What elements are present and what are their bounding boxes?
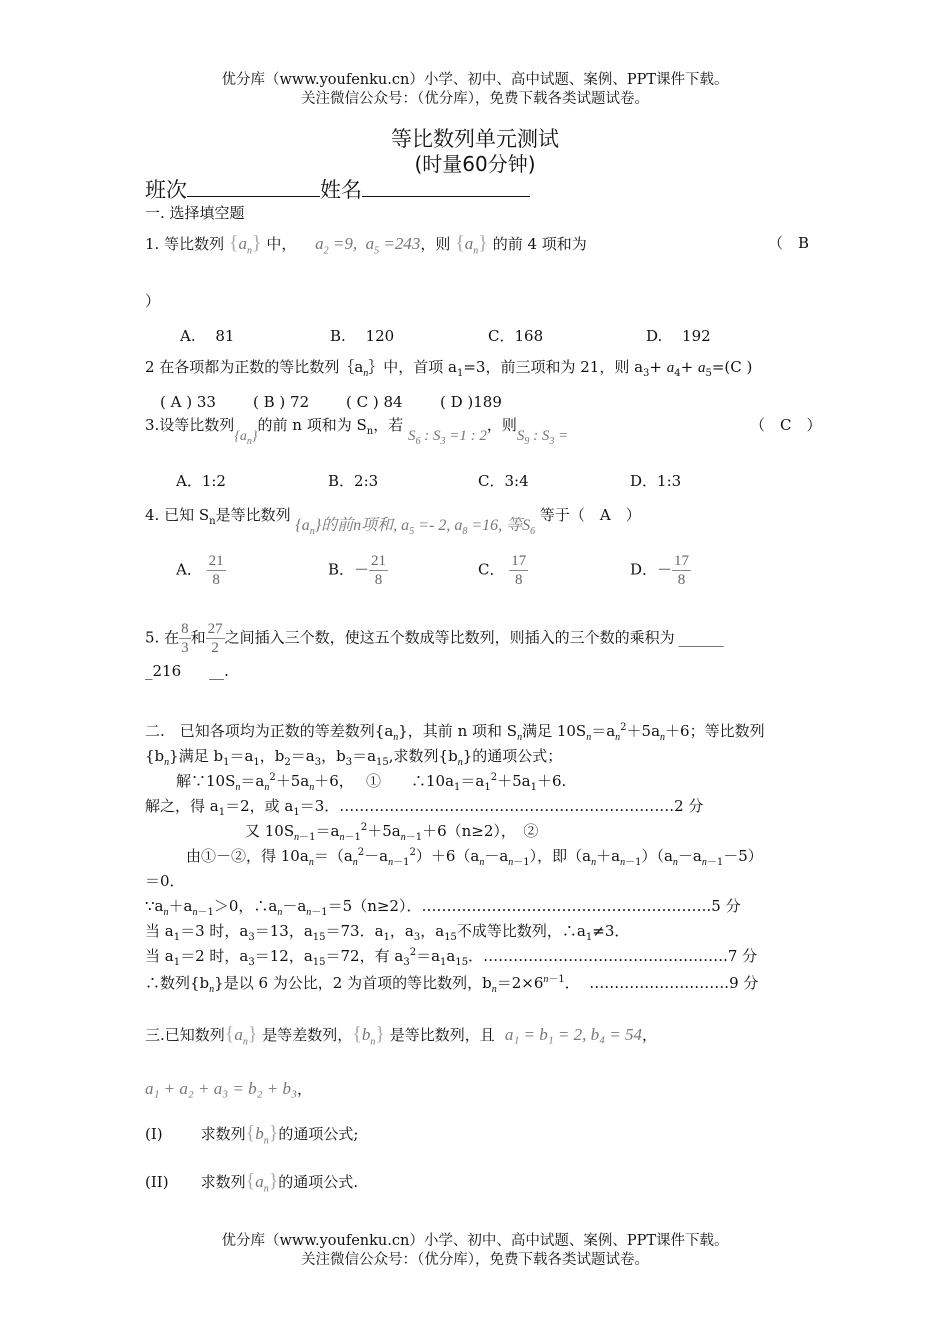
s2-l8: ∵a (145, 897, 164, 915)
q1-option-a[interactable]: A. 81 (180, 327, 235, 345)
q3-option-b[interactable]: B．2:3 (328, 472, 379, 490)
s2-l9g: 不成等比数列，∴a (456, 922, 586, 940)
section-1-heading: 一. 选择填空题 (145, 204, 245, 222)
q5-frac-27-2: $\frac{27}{2}$ (207, 621, 223, 656)
s2-l5c: ＋5a (367, 822, 401, 840)
q4-option-a[interactable] (176, 552, 226, 589)
s2-score-9: 9 分 (729, 974, 759, 992)
section-2-line-1: 二. 已知各项均为正数的等差数列$\{a_n\}$，其前 n 项和 $S_n$满足 $10S_n=a_n^2+5a_n+6$；等比数列 (145, 722, 765, 743)
s3-seq-bn: $\{b_n\}$ (352, 1023, 386, 1048)
q1-conditions: $a_2 =9$, $a_5 =243$ (315, 234, 421, 257)
q2-option-d[interactable]: ( D )189 (440, 393, 502, 411)
s3-mid1: 是等差数列， (262, 1026, 353, 1044)
section-2-line-6: 由①－②，得 $10a_n=(a_n^2-a_{n-1}^2)+6(a_n-a_{n-1})$，即$(a_n+a_{n-1})(a_n-a_{n-1}-5)$ (186, 847, 763, 868)
q4-option-b[interactable] (328, 552, 388, 589)
section-3-part-2 (145, 1170, 358, 1194)
student-info-row (145, 174, 530, 204)
s2-l6d: ）＋6（a (415, 847, 480, 865)
s2-l4-dots: …………………………………………………………. (339, 797, 675, 815)
s3-p1-label: (I) (145, 1125, 163, 1143)
q2-answer: =(C ) (711, 358, 753, 376)
s3-prefix: 三.已知数列 (145, 1026, 225, 1044)
q3-ratio-ask: $S_9$ : $S_3$ = (516, 428, 569, 447)
s2-l6: 由①－②，得 10a (186, 847, 309, 865)
q4-option-c-label: C． (478, 560, 505, 579)
q3-mid2: ，若 (373, 416, 404, 434)
s2-l5b: ＝a (315, 822, 340, 840)
s2-l10g: ． (468, 947, 484, 965)
q4-option-a-label: A． (176, 560, 202, 579)
s3-p2-seq-an: $\{a_n\}$ (245, 1170, 279, 1195)
s2-l11c: ＝2×6 (496, 974, 544, 992)
q4-option-b-label: B．－ (328, 560, 370, 579)
q5-blank: ______ (678, 628, 724, 647)
q5-answer: 216 (152, 662, 182, 680)
q1-answer-close: ） (145, 292, 161, 310)
s2-l1b: }，其前 n 项和 S (398, 722, 518, 740)
q1-suffix: 的前 4 项和为 (492, 235, 587, 253)
s2-l8b: ＋a (168, 897, 193, 915)
s2-l8d: －a (282, 897, 307, 915)
q4-formula: $\{a_n\}$的前n项和, $a_5 =- 2$, $a_8 =16$, 等$S_6$ (295, 517, 536, 538)
s2-l9h: ≠3． (592, 922, 630, 940)
footer-line-2: 关注微信公众号：（优分库），免费下载各类试题试卷。 (301, 1252, 649, 1268)
s2-l8e: ＝5（n≥2）． (327, 897, 422, 915)
s2-l1d: ＝a (591, 722, 616, 740)
s2-l9c: ＝13，a (254, 922, 313, 940)
s2-l6b: ＝（a (313, 847, 353, 865)
s2-l6i: －a (677, 847, 702, 865)
s2-l2f: ，b (321, 747, 346, 765)
s2-l9: 当 a (145, 922, 174, 940)
q3-option-c[interactable]: C．3:4 (478, 472, 529, 490)
q1-option-b[interactable]: B. 120 (330, 327, 395, 345)
s2-l6f: ），即（a (529, 847, 592, 865)
section-2-line-5: 又 $10S_{n-1}=a_{n-1}^2+5a_{n-1}+6(n\ge 2)$， ② (245, 822, 539, 843)
s3-p1a: 求数列 (200, 1125, 246, 1143)
s2-score-7: 7 分 (727, 947, 758, 965)
s2-l5: 又 10S (245, 822, 295, 840)
section-2-line-7: ＝0． (145, 872, 185, 890)
page-title: 等比数列单元测试 (391, 127, 559, 151)
s2-l3d: ＋6， ① ∴10a (314, 772, 455, 790)
s3-eq1: a₁ = b₁ = 2, b₄ = 54 (504, 1025, 642, 1044)
s2-l2d: ，b (259, 747, 285, 765)
section-2-line-9: 当 $a_1=3$ 时，$a_3=13$，$a_{15}=73$．$a_1$，$a_3$，$a_{15}$不成等比数列，$\therefore a_1\ne 3$． (145, 922, 630, 943)
q4-option-d[interactable] (630, 552, 691, 589)
q4-prefix2: 是等比数列 (215, 506, 291, 524)
section-2-line-2: $\{b_n\}$满足 $b_1=a_1$，$b_2=a_3$，$b_3=a_{15}$,求数列$\{b_n\}$的通项公式； (145, 747, 563, 768)
s2-l2g: ＝a (352, 747, 377, 765)
q3-ratio-given: $S_6$ : $S_3 =1$ : 2 (408, 428, 487, 447)
q3-mid3: ，则 (486, 416, 517, 434)
s2-l11: ∴数列{b (145, 974, 210, 992)
s2-l5d: ＋6（n≥2）， ② (422, 822, 539, 840)
s2-score-5: 5 分 (711, 897, 741, 915)
s2-l2: {b (145, 747, 165, 765)
s2-l2c: ＝a (229, 747, 254, 765)
s2-l10e: ＝a (416, 947, 441, 965)
q1-answer: （ B (768, 234, 810, 252)
s2-l10-dots: …………………………………………. (483, 947, 728, 965)
q3-option-d[interactable]: D．1:3 (630, 472, 682, 490)
class-label: 班次 (145, 178, 187, 202)
question-2: 2 在各项都为正数的等比数列$\{a_n\}$中，首项 $a_1=3$，前三项和为 21，则 $a_3+ a_4+ a_5=(C$ ) (145, 358, 753, 379)
s2-score-2: 2 分 (674, 797, 704, 815)
s2-l10f: a (446, 947, 456, 965)
q3-prefix: 3.设等比数列 (145, 416, 235, 434)
s2-l3f: ＋5a (497, 772, 531, 790)
s2-l11b: }是以 6 为公比，2 为首项的等比数列，b (214, 974, 492, 992)
q5-answer-line: _216 __. (145, 662, 229, 680)
s2-l11-dots: ………………………. (589, 974, 730, 992)
q2-text-c: =3，前三项和为 21，则 a (463, 358, 644, 376)
s2-l3e: ＝a (460, 772, 485, 790)
s2-l4c: ＝3． (299, 797, 340, 815)
s2-l8c: ＞0，∴a (213, 897, 278, 915)
s3-p2-label: (II) (145, 1173, 169, 1191)
q3-mid: 的前 n 项和为 S (257, 416, 367, 434)
name-label: 姓名 (320, 178, 362, 202)
s2-l6j: －5） (723, 847, 763, 865)
s2-l4: 解之，得 a (145, 797, 219, 815)
s3-comma: ， (641, 1026, 657, 1044)
q4-option-a-frac: $\frac{21}{8}$ (208, 553, 224, 588)
q5-and: 和 (190, 628, 206, 647)
section-3-line-1 (145, 1023, 657, 1047)
q2-option-b[interactable]: ( B ) 72 (253, 393, 310, 411)
s3-mid2: 是等比数列，且 (389, 1026, 495, 1044)
q1-mid: 中， (266, 235, 297, 253)
s2-l2i: }的通项公式； (462, 747, 563, 765)
page-subtitle: (时量60分钟) (414, 152, 536, 176)
q4-option-c-frac: $\frac{17}{8}$ (511, 553, 527, 588)
s2-l10d: ＝72，有 a (325, 947, 404, 965)
s2-l1a: 二. 已知各项均为正数的等差数列{a (145, 722, 394, 740)
q3-option-a[interactable]: A．1:2 (176, 472, 226, 490)
q4-option-b-frac: $\frac{21}{8}$ (371, 553, 387, 588)
header-line-2: 关注微信公众号：（优分库），免费下载各类试题试卷。 (301, 91, 649, 107)
s2-l9b: ＝3 时，a (180, 922, 249, 940)
footer-line-1: 优分库（www.youfenku.cn）小学、初中、高中试题、案例、PPT课件下载。 (221, 1233, 729, 1249)
s2-l11d: ． (564, 974, 580, 992)
s2-l2b: }满足 b (169, 747, 224, 765)
q2-option-c[interactable]: ( C ) 84 (346, 393, 403, 411)
s3-p2b: 的通项公式. (278, 1173, 359, 1191)
section-3-part-1 (145, 1122, 358, 1146)
q3-seq-an: $\{a_n\}$ (234, 429, 258, 447)
section-2-line-10: 当 $a_1=2$ 时，$a_3=12$，$a_{15}=72$，有 $a_3^2=a_1a_{15}$．………………………………………….7 分 (145, 947, 758, 968)
question-4: 4. 已知 $S_n$是等比数列 $\{a_n\}$的前n项和, $a_5 =- 2$, $a_8 =16$, 等$S_6$ 等于（ A ） (145, 506, 641, 538)
section-2-line-4: 解之，得 $a_1=2$，或 $a_1=3$．………………………………………………………….2 分 (145, 797, 704, 818)
s2-l1f: ＋6；等比数列 (665, 722, 765, 740)
q5-tail: . (224, 662, 229, 680)
q1-seq-an-2: $\{a_n\}$ (455, 232, 488, 257)
s2-l6e: －a (484, 847, 509, 865)
q5-blank-2: __ (209, 662, 225, 680)
section-2-line-8: $\because a_n+a_{n-1}>0$，$\therefore a_n-a_{n-1}=5(n\ge 2)$．………………………………………………….5 分 (145, 897, 741, 918)
header-line-1: 优分库（www.youfenku.cn）小学、初中、高中试题、案例、PPT课件下载。 (221, 72, 729, 88)
s2-l10: 当 a (145, 947, 174, 965)
s3-p1-seq-bn: $\{b_n\}$ (245, 1122, 279, 1147)
s3-p2a: 求数列 (200, 1173, 246, 1191)
s2-l6c: －a (364, 847, 389, 865)
s2-l6g: ＋a (596, 847, 621, 865)
s2-l1c: 满足 10S (522, 722, 587, 740)
s2-l2h: ,求数列{b (388, 747, 458, 765)
q1-seq-an: $\{a_n\}$ (228, 232, 262, 257)
s2-l2e: ＝a (290, 747, 315, 765)
class-blank[interactable] (187, 176, 320, 197)
question-1 (145, 232, 587, 256)
q4-suffix: 等于（ A ） (539, 506, 641, 524)
name-blank[interactable] (362, 176, 530, 197)
q2-option-a[interactable]: ( A ) 33 (160, 393, 216, 411)
q3-answer: （ C ） (750, 416, 822, 434)
s2-l10c: ＝12，a (254, 947, 313, 965)
s3-comma2: ， (296, 1080, 312, 1098)
q4-option-d-label: D．－ (630, 560, 673, 579)
q4-option-c[interactable] (478, 552, 528, 589)
s2-l3: 解∵10S (176, 772, 236, 790)
s2-l9e: ，a (389, 922, 414, 940)
s3-eq2: a₁ + a₂ + a₃ = b₂ + b₃ (145, 1079, 297, 1098)
s3-p1b: 的通项公式; (278, 1125, 359, 1143)
q5-text: 之间插入三个数，使这五个数成等比数列，则插入的三个数的乘积为 (224, 628, 675, 647)
section-3-line-2 (145, 1078, 312, 1099)
s2-l9d: ＝73．a (325, 922, 384, 940)
s2-l3b: ＝a (240, 772, 265, 790)
q1-prefix: 1. 等比数列 (145, 235, 225, 253)
q1-option-d[interactable]: D. 192 (646, 327, 711, 345)
q4-option-d-frac: $\frac{17}{8}$ (674, 553, 690, 588)
q1-mid2: ，则 (420, 235, 451, 253)
q1-option-c[interactable]: C．168 (488, 327, 544, 345)
s2-l3c: ＋5a (275, 772, 310, 790)
s2-l3g: ＋6. (537, 772, 567, 790)
q2-text-a: 2 在各项都为正数的等比数列｛a (145, 358, 364, 376)
q4-prefix: 4. 已知 S (145, 506, 210, 524)
s3-seq-an: $\{a_n\}$ (224, 1023, 258, 1048)
s2-l8-dots: …………………………………………………. (421, 897, 712, 915)
s2-l6h: ）（a (641, 847, 673, 865)
q2-text-b: ｝中，首项 a (368, 358, 457, 376)
s2-l1e: ＋5a (626, 722, 661, 740)
section-2-line-11: ∴数列$\{b_n\}$是以 6 为公比，2 为首项的等比数列，$b_n=2\times 6^{n-1}$． ……………………….9 分 (145, 974, 759, 995)
q5-prefix: 5. 在 (145, 628, 180, 647)
s2-l10b: ＝2 时，a (180, 947, 249, 965)
q5-frac-8-3: $\frac{8}{3}$ (181, 621, 189, 656)
question-3: 3.设等比数列$\{a_n\}$的前 n 项和为 $S_n$，若 $S_6$ : $S_3 =1$ : 2，则$S_9$ : $S_3$ = (145, 416, 569, 447)
s2-l9f: ，a (420, 922, 445, 940)
section-2-line-3: 解$\because 10S_n=a_n^2+5a_n+6$， ① $\therefore 10a_1=a_1^2+5a_1+6$. (176, 772, 567, 793)
question-5 (145, 620, 724, 657)
s2-l4b: ＝2，或 a (225, 797, 294, 815)
